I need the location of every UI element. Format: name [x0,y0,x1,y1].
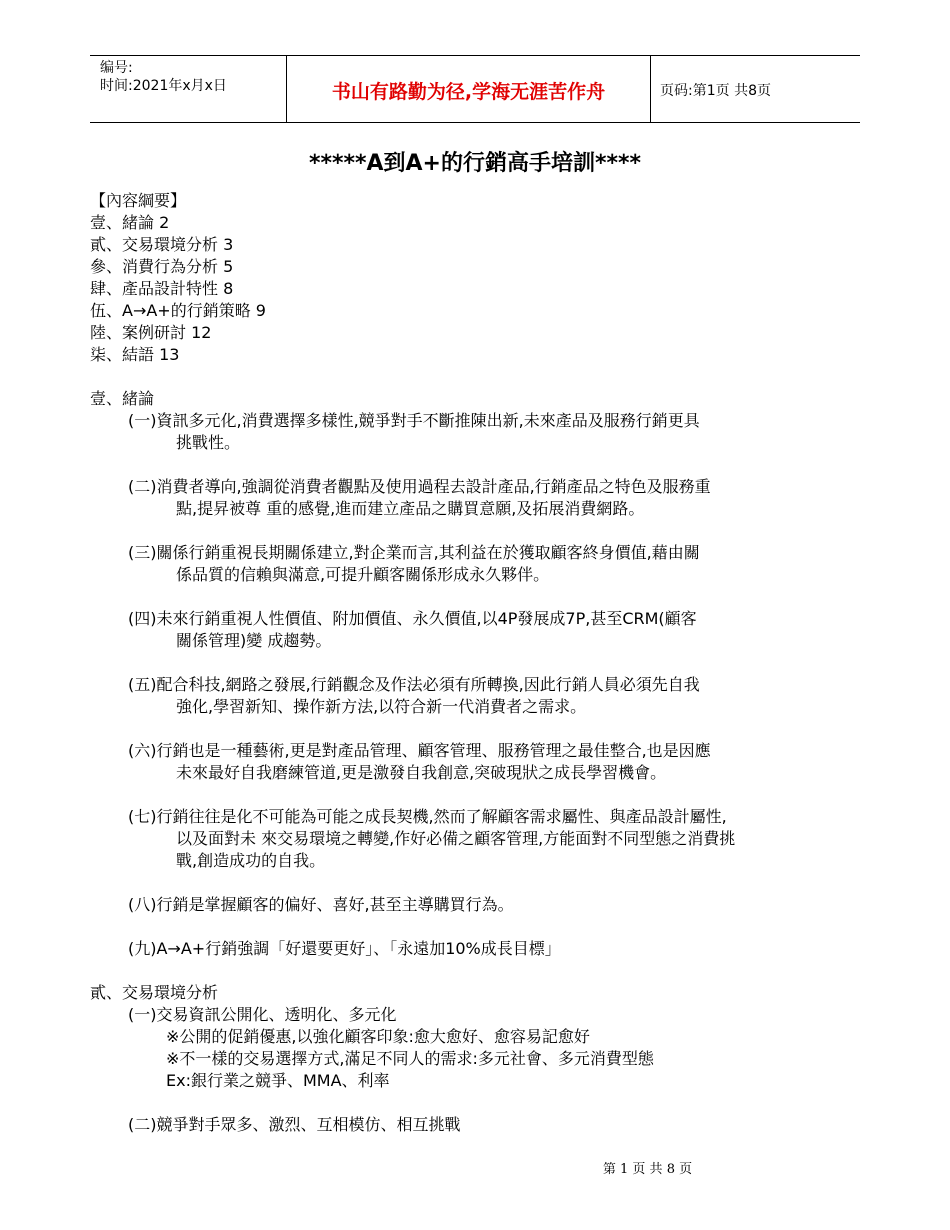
header-divider [650,56,651,122]
paragraph-line: (六)行銷也是一種藝術,更是對產品管理、顧客管理、服務管理之最佳整合,也是因應 [128,741,711,760]
toc-item: 伍、A→A+的行銷策略 9 [90,301,266,320]
header-page-info: 页码:第1页 共8页 [660,83,771,99]
paragraph-line: 以及面對未 來交易環境之轉變,作好必備之顧客管理,方能面對不同型態之消費挑 [176,829,736,848]
paragraph-line: (二)消費者導向,強調從消費者觀點及使用過程去設計產品,行銷產品之特色及服務重 [128,477,711,496]
bullet-line: Ex:銀行業之競爭、MMA、利率 [166,1071,390,1090]
paragraph-line: 點,提昇被尊 重的感覺,進而建立產品之購買意願,及拓展消費網路。 [176,499,645,518]
toc-item: 壹、緒論 2 [90,213,170,232]
toc-item: 肆、產品設計特性 8 [90,279,234,298]
header-motto: 书山有路勤为径,学海无涯苦作舟 [331,81,606,103]
section-heading: 壹、緒論 [90,389,155,408]
paragraph-line: (一)交易資訊公開化、透明化、多元化 [128,1005,397,1024]
paragraph-line: (二)競爭對手眾多、激烈、互相模仿、相互挑戰 [128,1115,461,1134]
paragraph-line: 係品質的信賴與滿意,可提升顧客關係形成永久夥伴。 [176,565,550,584]
page-header [90,55,860,123]
bullet-line: ※不一樣的交易選擇方式,滿足不同人的需求:多元社會、多元消費型態 [166,1049,654,1068]
paragraph-line: (九)A→A+行銷強調「好還要更好」、「永遠加10%成長目標」 [128,939,561,958]
paragraph-line: 未來最好自我磨練管道,更是激發自我創意,突破現狀之成長學習機會。 [176,763,667,782]
header-meta [100,59,227,95]
paragraph-line: (七)行銷往往是化不可能為可能之成長契機,然而了解顧客需求屬性、與產品設計屬性, [128,807,727,826]
toc-item: 參、消費行為分析 5 [90,257,234,276]
paragraph-line: 戰,創造成功的自我。 [176,851,326,870]
toc-heading: 【內容綱要】 [90,191,187,210]
toc-item: 貳、交易環境分析 3 [90,235,234,254]
paragraph-line: (八)行銷是掌握顧客的偏好、喜好,甚至主導購買行為。 [128,895,514,914]
time-label: 时间:2021年x月x日 [100,78,227,94]
paragraph-line: (四)未來行銷重視人性價值、附加價值、永久價值,以4P發展成7P,甚至CRM(顧客 [128,609,697,628]
paragraph-line: 挑戰性。 [176,433,241,452]
toc-item: 柒、結語 13 [90,345,180,364]
section-heading: 貳、交易環境分析 [90,983,219,1002]
number-label: 编号: [100,60,133,76]
document-body [90,190,880,1136]
bullet-line: ※公開的促銷優惠,以強化顧客印象:愈大愈好、愈容易記愈好 [166,1027,590,1046]
paragraph-line: (三)關係行銷重視長期關係建立,對企業而言,其利益在於獲取顧客終身價值,藉由關 [128,543,700,562]
paragraph-line: (一)資訊多元化,消費選擇多樣性,競爭對手不斷推陳出新,未來產品及服務行銷更具 [128,411,700,430]
toc-item: 陸、案例研討 12 [90,323,212,342]
paragraph-line: 關係管理)變 成趨勢。 [176,631,332,650]
page-footer: 第 1 页 共 8 页 [602,1162,693,1177]
paragraph-line: (五)配合科技,網路之發展,行銷觀念及作法必須有所轉換,因此行銷人員必須先自我 [128,675,700,694]
document-title: *****A到A+的行銷高手培訓**** [308,151,642,176]
paragraph-line: 強化,學習新知、操作新方法,以符合新一代消費者之需求。 [176,697,587,716]
